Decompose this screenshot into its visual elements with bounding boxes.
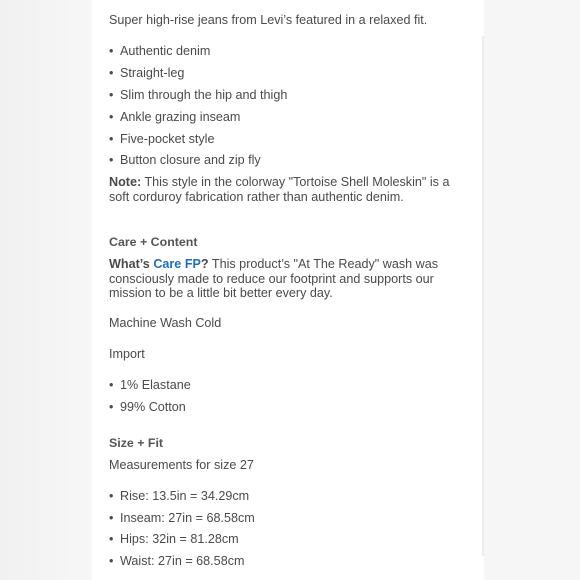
measurement-item: • Hips: 32in = 81.28cm [109, 532, 239, 547]
care-description [109, 257, 471, 301]
feature-item: • Straight-leg [109, 66, 184, 81]
care-fp-link[interactable]: Care FP [153, 257, 201, 271]
note-label: Note: [109, 175, 142, 189]
wash-instruction: Machine Wash Cold [109, 316, 222, 330]
measurements-title: Measurements for size 27 [109, 458, 254, 472]
care-heading: Care + Content [109, 235, 198, 249]
feature-item: • Button closure and zip fly [109, 153, 261, 168]
whats-prefix: What’s [109, 257, 154, 271]
left-background [0, 0, 92, 580]
feature-item: • Five-pocket style [109, 132, 214, 147]
right-background [484, 0, 580, 580]
size-fit-heading: Size + Fit [109, 436, 164, 450]
feature-item: • Ankle grazing inseam [109, 110, 240, 125]
note-text: This style in the colorway "Tortoise Shell Moleskin" is a soft corduroy fabrication rather than authentic denim. [109, 175, 450, 204]
whats-suffix: ? [200, 257, 209, 271]
measurement-item: • Inseam: 27in = 68.58cm [109, 511, 255, 526]
panel-edge [482, 36, 484, 556]
measurement-item: • Waist: 27in = 68.58cm [109, 554, 244, 569]
origin-text: Import [109, 347, 145, 361]
feature-item: • Authentic denim [109, 44, 210, 59]
measurement-item: • Rise: 13.5in = 34.29cm [109, 489, 249, 504]
note-paragraph [109, 175, 471, 204]
intro-text: Super high-rise jeans from Levi’s featured in a relaxed fit. [109, 13, 428, 27]
material-item: • 1% Elastane [109, 378, 191, 393]
care-description-text: This product’s "At The Ready" wash was consciously made to reduce our footprint and supports our mission to be a little bit better every day. [109, 257, 439, 300]
feature-item: • Slim through the hip and thigh [109, 88, 287, 103]
material-item: • 99% Cotton [109, 400, 186, 415]
